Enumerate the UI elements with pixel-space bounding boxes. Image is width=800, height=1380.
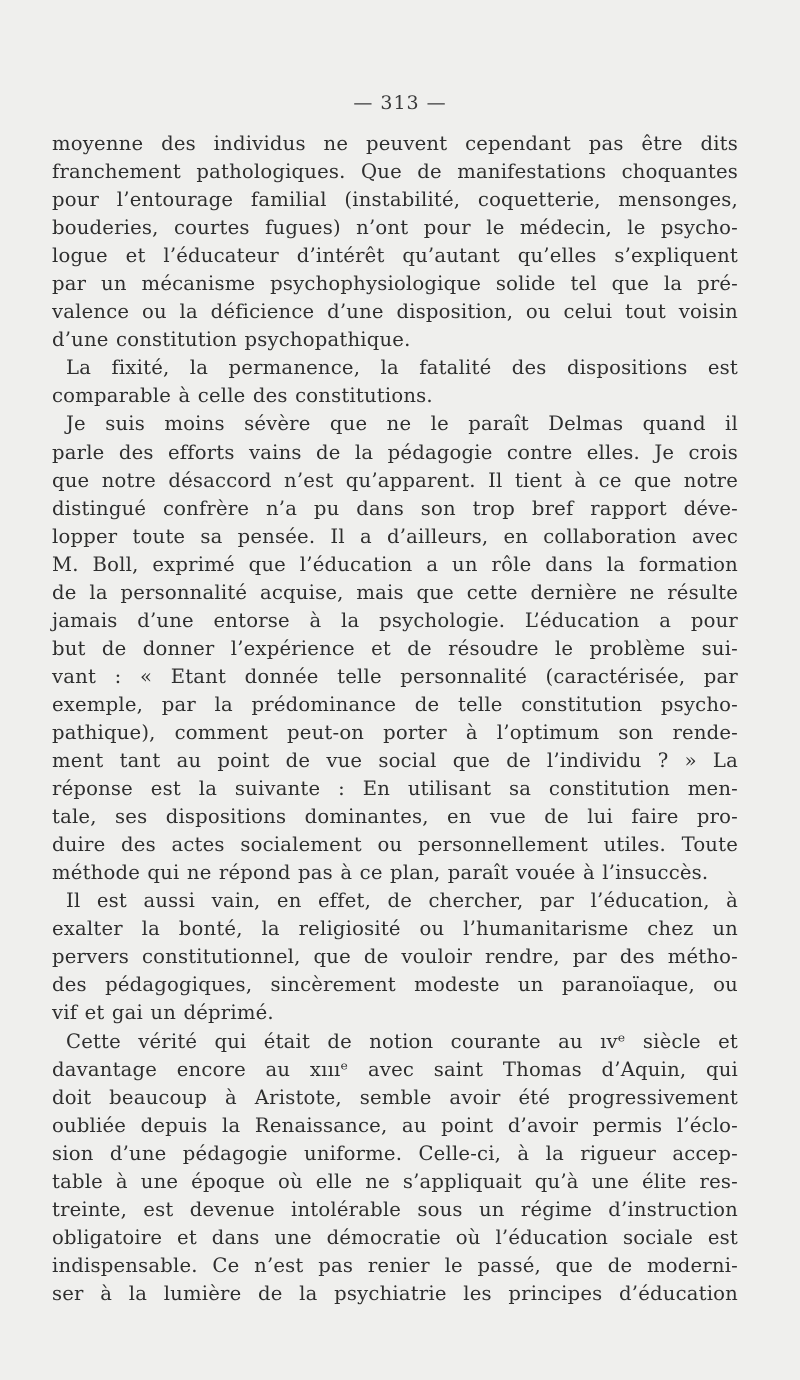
- text-line: sion d’une pédagogie uniforme. Celle-ci, à la rigueur accep-: [52, 1141, 738, 1165]
- text-line: valence ou la déficience d’une disposition, ou celui tout voisin: [52, 300, 738, 324]
- page-number: — 313 —: [353, 92, 447, 114]
- text-line: vant : « Etant donnée telle personnalité (caractérisée, par: [52, 664, 738, 688]
- text-line: davantage encore au xıııᵉ avec saint Thomas d’Aquin, qui: [52, 1057, 738, 1081]
- text-line: indispensable. Ce n’est pas renier le passé, que de moderni-: [52, 1253, 738, 1277]
- text-line: treinte, est devenue intolérable sous un régime d’instruction: [52, 1197, 738, 1221]
- text-line: ser à la lumière de la psychiatrie les principes d’éducation: [52, 1281, 738, 1305]
- text-line: Cette vérité qui était de notion courante au ıvᵉ siècle et: [66, 1029, 738, 1053]
- text-line: Il est aussi vain, en effet, de chercher, par l’éducation, à: [66, 889, 738, 913]
- text-line: Je suis moins sévère que ne le paraît Delmas quand il: [66, 412, 738, 436]
- text-line: de la personnalité acquise, mais que cette dernière ne résulte: [52, 580, 738, 604]
- text-line: réponse est la suivante : En utilisant sa constitution men-: [52, 777, 738, 801]
- text-line: exalter la bonté, la religiosité ou l’humanitarisme chez un: [52, 917, 738, 941]
- text-line: La fixité, la permanence, la fatalité des dispositions est: [66, 356, 738, 380]
- text-line: bouderies, courtes fugues) n’ont pour le médecin, le psycho-: [52, 216, 738, 240]
- text-line: ment tant au point de vue social que de l’individu ? » La: [52, 749, 738, 773]
- text-line: pour l’entourage familial (instabilité, coquetterie, mensonges,: [52, 188, 738, 212]
- text-line: exemple, par la prédominance de telle constitution psycho-: [52, 692, 738, 716]
- text-line: obligatoire et dans une démocratie où l’éducation sociale est: [52, 1225, 738, 1249]
- text-line: vif et gai un déprimé.: [52, 1001, 274, 1025]
- text-line: moyenne des individus ne peuvent cependant pas être dits: [52, 132, 738, 155]
- text-line: jamais d’une entorse à la psychologie. L’éducation a pour: [52, 608, 738, 632]
- text-line: que notre désaccord n’est qu’apparent. Il tient à ce que notre: [52, 468, 738, 492]
- text-line: distingué confrère n’a pu dans son trop bref rapport déve-: [52, 496, 738, 520]
- text-line: doit beaucoup à Aristote, semble avoir été progressivement: [52, 1085, 738, 1109]
- text-line: pathique), comment peut-on porter à l’optimum son rende-: [52, 720, 738, 744]
- text-line: méthode qui ne répond pas à ce plan, paraît vouée à l’insuccès.: [52, 861, 709, 885]
- text-line: tale, ses dispositions dominantes, en vue de lui faire pro-: [52, 805, 738, 829]
- text-line: des pédagogiques, sincèrement modeste un paranoïaque, ou: [52, 973, 738, 997]
- text-line: oubliée depuis la Renaissance, au point d’avoir permis l’éclo-: [52, 1113, 738, 1137]
- text-line: lopper toute sa pensée. Il a d’ailleurs, en collaboration avec: [52, 524, 738, 548]
- body-text: [52, 130, 738, 1308]
- text-line: comparable à celle des constitutions.: [52, 384, 433, 408]
- text-line: parle des efforts vains de la pédagogie contre elles. Je crois: [52, 440, 738, 464]
- text-line: par un mécanisme psychophysiologique solide tel que la pré-: [52, 272, 738, 296]
- text-line: duire des actes socialement ou personnellement utiles. Toute: [52, 833, 738, 857]
- text-line: M. Boll, exprimé que l’éducation a un rôle dans la formation: [52, 552, 738, 576]
- text-line: franchement pathologiques. Que de manifestations choquantes: [52, 160, 738, 184]
- text-line: but de donner l’expérience et de résoudre le problème sui-: [52, 636, 738, 660]
- text-line: logue et l’éducateur d’intérêt qu’autant qu’elles s’expliquent: [52, 244, 738, 268]
- text-line: d’une constitution psychopathique.: [52, 328, 411, 352]
- text-line: pervers constitutionnel, que de vouloir rendre, par des métho-: [52, 945, 738, 969]
- text-line: table à une époque où elle ne s’appliquait qu’à une élite res-: [52, 1169, 738, 1193]
